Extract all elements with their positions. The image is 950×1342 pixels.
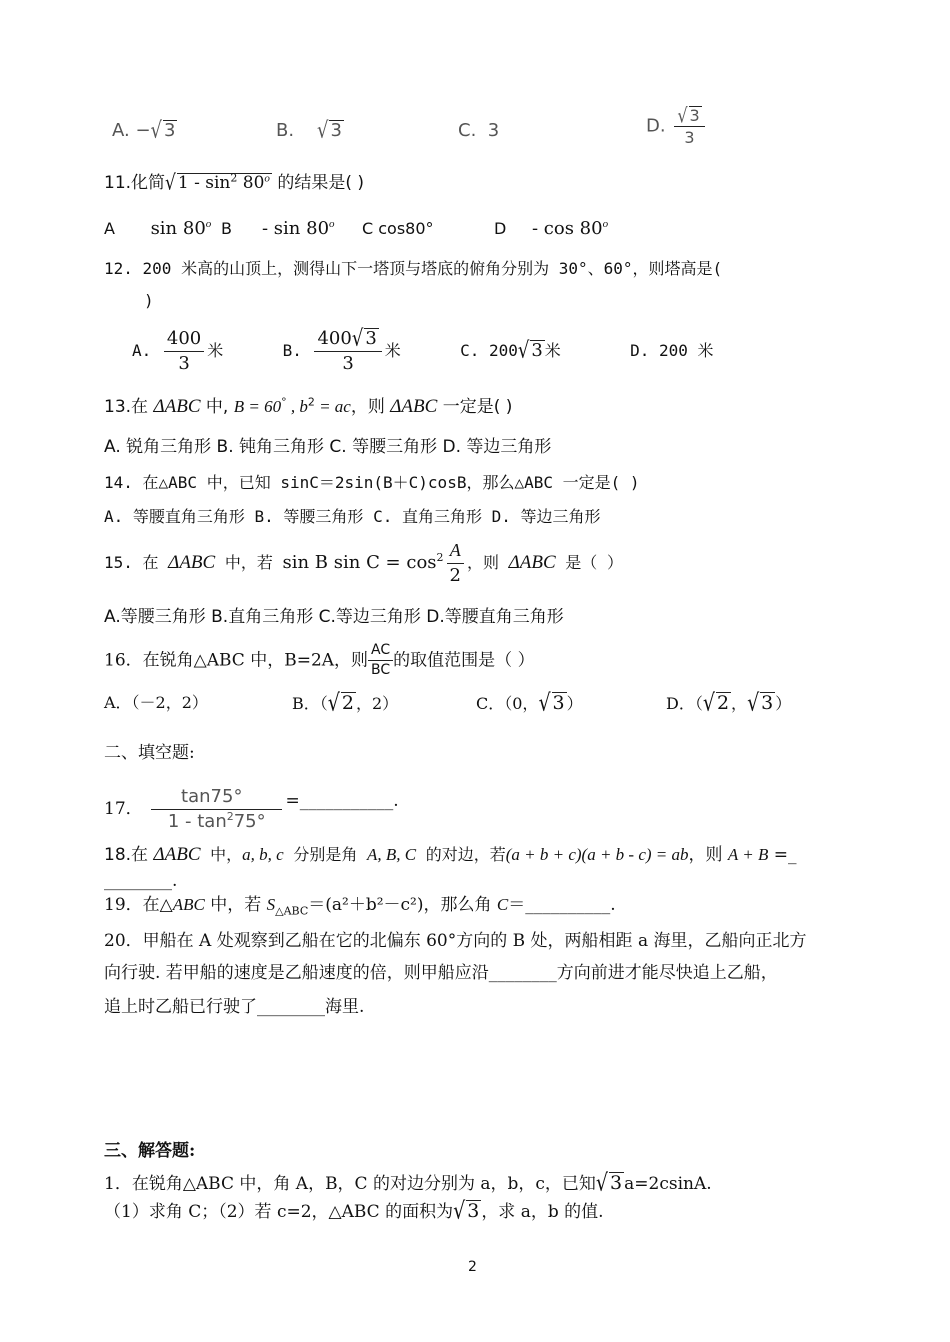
q13-stem: 13.在 ΔABC 中, B = 60° , $b^2$ = ac，则 ΔABC 一定是( ) bbox=[104, 395, 513, 417]
q17-stem: 17． $\frac{\tan 75^\circ}{1 - \tan^275^\circ}$ =___________. bbox=[104, 786, 399, 832]
q10-option-a: A. −√ 3 bbox=[112, 117, 176, 144]
q15-stem: 15. 在 ΔABC 中，若 sin B $\sin C = \cos^2$ $\frac{A}{2}$ ，则 ΔABC 是（ ） bbox=[104, 540, 623, 586]
q11-stem: 11.化简√ $1 - \sin^2 80^o$ 的结果是( ) bbox=[104, 170, 364, 196]
q14-stem: 14. 在△ABC 中，已知 sinC＝2sin(B＋C)cosB，那么△ABC 一定是( ) bbox=[104, 473, 640, 492]
q15-options: A.等腰三角形 B.直角三角形 C.等边三角形 D.等腰直角三角形 bbox=[104, 607, 564, 627]
page-number: 2 bbox=[468, 1259, 477, 1275]
q14-options: A. 等腰直角三角形 B. 等腰三角形 C. 直角三角形 D. 等边三角形 bbox=[104, 507, 601, 526]
q18-stem: 18.在 ΔABC 中，a, b, c 分别是角 A, B, C 的对边，若(a + b + c)(a + b - c) = ab，则 A + B =_ bbox=[104, 844, 797, 865]
q16-stem: 16．在锐角△ABC 中，B=2A，则 $\frac{AC}{BC}$ 的取值范围是（ ） bbox=[104, 642, 535, 678]
q10-option-b: B. √ 3 bbox=[276, 117, 342, 144]
q12-stem: 12. 200 米高的山顶上，测得山下一塔顶与塔底的俯角分别为 30°、60°，则塔高是( bbox=[104, 259, 723, 278]
q12-options: A. $\frac{400}{3}$ 米 B. $\frac{400√ 3}{3}$ 米 C. 200√ 3 米 D. 200 米 bbox=[132, 325, 714, 374]
section-fill-in-title: 二、填空题: bbox=[104, 743, 195, 763]
q10-option-d: D. $\frac{√ 3}{3}$ bbox=[646, 106, 708, 147]
q20-line-1: 20．甲船在 A 处观察到乙船在它的北偏东 60°方向的 B 处，两船相距 a 海里，乙船向正北方 bbox=[104, 931, 807, 951]
q13-options: A. 锐角三角形 B. 钝角三角形 C. 等腰三角形 D. 等边三角形 bbox=[104, 437, 552, 457]
q19-stem: 19．在△ABC 中，若 $S_{\triangle ABC}=(a^2+b^2-c^2)$，那么角 C＝__________. bbox=[104, 895, 616, 918]
section-solve-title: 三、解答题: bbox=[104, 1141, 196, 1161]
q12-stem-cont: ) bbox=[144, 291, 154, 310]
q20-line-2: 向行驶. 若甲船的速度是乙船速度的倍，则甲船应沿________方向前进才能尽快追上乙船， bbox=[104, 963, 778, 983]
p1-line-2: （1）求角 C；（2）若 c=2，△ABC 的面积为√ 3 ，求 a，b 的值. bbox=[104, 1197, 604, 1225]
q18-stem-cont: ________. bbox=[104, 871, 178, 891]
q11-options: A sin 80$^o$ B - sin 80$^o$ C cos80° D - cos 80$^o$ bbox=[104, 218, 609, 239]
q10-option-c: C. 3 bbox=[458, 120, 500, 141]
p1-line-1: 1．在锐角△ABC 中，角 A，B，C 的对边分别为 a，b，c，已知√ 3 a=2csinA. bbox=[104, 1169, 712, 1197]
q20-line-3: 追上时乙船已行驶了________海里. bbox=[104, 997, 365, 1017]
q16-options: A．（－2，2） B．（√ 2 ，2） C．（0，√ 3 ） D．（√ 2 ，√ 3 ） bbox=[104, 689, 792, 717]
